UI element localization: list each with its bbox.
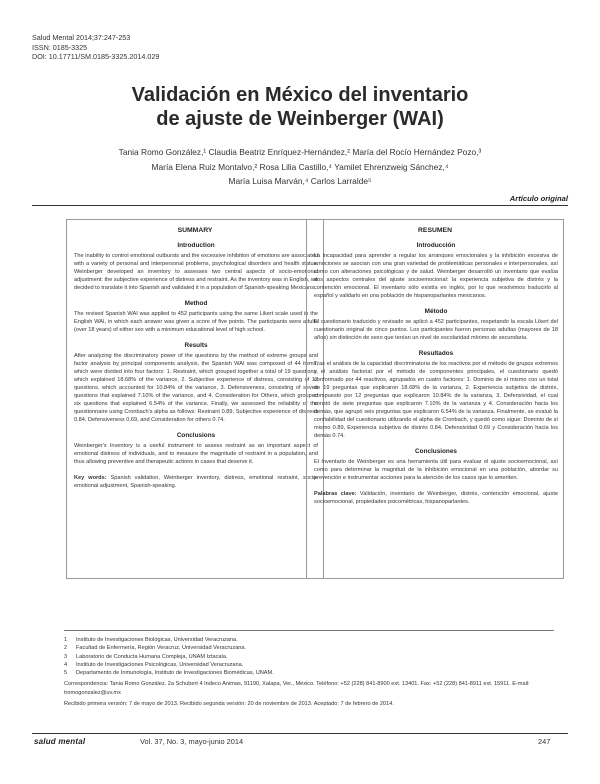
- resumen-keywords-text: Validación, inventario de Weinberger, distrés, contención emocional, ajuste socioemocional, propiedades psicométricas, hispanoparlantes.: [314, 491, 558, 505]
- resumen-method-heading: Método: [424, 308, 448, 315]
- footnote-text: Departamento de Inmunología, Instituto de Investigaciones Biomédicas, UNAM.: [76, 670, 274, 677]
- footnote-number: 1: [64, 637, 68, 643]
- summary-conclusions-heading: Conclusions: [176, 432, 216, 439]
- summary-method-heading: Method: [184, 300, 208, 307]
- resumen-method-text: El cuestionario traducido y revisado se aplicó a 452 participantes, respetando la escala Likert del cuestionario original de cinco puntos. Los participantes fueron personas adultas (mayores de 18 años) sin distinción de sexo que tenían un nivel de escolaridad mínimo de secundaria.: [314, 319, 558, 341]
- resumen-keywords-label: Palabras clave:: [314, 491, 357, 497]
- authors-line-2: María Elena Ruiz Montalvo,² Rosa Lilia Castillo,⁴ Yamilet Ehrenzweig Sánchez,⁴: [151, 161, 449, 172]
- footnote-number: 3: [64, 653, 68, 660]
- summary-results-heading: Results: [184, 342, 208, 349]
- resumen-keywords: [314, 490, 558, 506]
- citation-text: Salud Mental 2014;37:247-253: [32, 33, 131, 42]
- footnote-number: 4: [64, 661, 68, 668]
- summary-title: SUMMARY: [177, 227, 213, 234]
- resumen-intro-text: La incapacidad para aprender a regular los arranques emocionales y la inhibición excesiva de emociones se asocian con una gran variedad de problemáticas personales e interpersonales, así como con alteraciones psicológicas y de salud. Weinberger desarrolló un inventario que evalúa dos aspectos centrales del ajuste socioemocional: la experiencia subjetiva de distrés y la contención emocional. El inventario sólo existía en inglés, por lo que resolvimos traducirlo al español y validarlo en una población de hispanoparlantes mexicanos.: [314, 253, 558, 299]
- summary-keywords-label: Key words:: [74, 475, 107, 481]
- summary-conclusions-text: Weinberger's Inventory is a useful instrument to assess restraint as an important aspect of emotional distress of individuals, and to measure the magnitude of restraint in a population, and thus allowing preventive and therapeutic actions in cases that deserve it.: [74, 443, 318, 465]
- title-line-1: Validación en México del inventario: [131, 84, 469, 106]
- page-number: 247: [538, 737, 551, 746]
- received-dates-text: Recibido primera versión: 7 de mayo de 2013. Recibido segunda versión: 20 de noviembre de 2013. Aceptado: 7 de febrero de 2014.: [64, 701, 394, 708]
- authors-line-3: María Luisa Marván,⁴ Carlos Larralde⁵: [228, 176, 372, 186]
- correspondence-text: Correspondencia: Tania Romo González. 2a Schubert 4 Indeco Animas, 91190, Xalapa, Ver., México. Teléfono: +52 (228) 841-8900 ext. 13401. Fax: +52 (228) 841-8911 ext. 15911. E-mail: tromogonzalez@uv.mx: [64, 681, 530, 696]
- footnote-number: 5: [64, 670, 68, 677]
- resumen-intro-heading: Introducción: [416, 242, 456, 249]
- summary-method-text: The revised Spanish WAI was applied to 452 participants using the same Likert scale used in the English WAI, in which each answer was given a score of five points. The participants were adults (over 18 years) of either sex with a minimum educational level of high school.: [74, 311, 318, 333]
- article-type-label: Artículo original: [509, 194, 568, 203]
- resumen-column: [314, 234, 558, 506]
- footnote-text: Facultad de Enfermería, Región Veracruz, Universidad Veracruzana.: [76, 645, 247, 652]
- resumen-conclusions-text: El Inventario de Weinberger es una herramienta útil para evaluar el ajuste socioemocional, así como para determinar la magnitud de la inhibición emocional en una población, abordar su prevención e instrumentar acciones para la atención de los casos que lo ameriten.: [314, 459, 558, 481]
- footnote-text: Laboratorio de Conducta Humana Compleja, UNAM Iztacala.: [76, 653, 228, 660]
- article-title: [0, 83, 600, 131]
- resumen-conclusions-heading: Conclusiones: [415, 448, 457, 455]
- resumen-title: RESUMEN: [418, 227, 452, 234]
- volume-info: Vol. 37, No. 3, mayo-junio 2014: [140, 737, 244, 746]
- summary-box: [66, 219, 324, 579]
- summary-keywords-text: Spanish validation, Weinberger inventory, distress, emotional restraint, socio-emotional adjustment, Spanish-speaking.: [74, 475, 319, 489]
- footnote-item: [64, 661, 554, 669]
- title-line-2: de ajuste de Weinberger (WAI): [156, 108, 444, 130]
- footnote-item: [64, 653, 554, 661]
- resumen-results-text: Tras el análisis de la capacidad discriminatoria de los reactivos por el método de grupos extremos y el análisis factorial por el método de componentes principales, el cuestionario quedó conformado por 44 reactivos, agrupados en cuatro factores: 1. Dominio de sí mismo con un total de 19 preguntas que explicaron 18.68% de la varianza, 2. Experiencia subjetiva de distrés, compuesto por 12 preguntas que explicaron 10.84% de la varianza, 3. Defensividad, el cual constó de siete preguntas que explicaron 7.10% de la varianza y 4. Consideración hacia los demás, que agrupó seis preguntas que explicaron 6.54% de la varianza. Finalmente, se evaluó la confiabilidad del cuestionario utilizando el alpha de Cronbach, y quedó como sigue: Dominio de sí mismo 0.89, Experiencia subjetiva de distrés 0.84, Defensividad 0.69 y Consideración hacia los demás 0.74.: [314, 361, 558, 439]
- summary-column: [74, 234, 318, 490]
- summary-intro-text: The inability to control emotional outbursts and the excessive inhibition of emotions are associated with a variety of personal and interpersonal problems, psychological disorders and health status. Weinberger developed an inventory to assesses two central aspects of socio-emotional adjustment: the subjective experience of distress and restraint. As the inventory was in English, we decided to translate it into Spanish and validated it in a population of Spanish-speaking Mexicans.: [74, 253, 318, 291]
- footnote-item: [64, 644, 554, 652]
- footnotes-block: [64, 636, 554, 708]
- author-list: [40, 145, 560, 189]
- footnote-divider: [64, 630, 554, 631]
- resumen-results-heading: Resultados: [418, 350, 454, 357]
- footer-divider: [32, 733, 568, 734]
- summary-results-text: After analyzing the discriminatory power of the questions by the method of extreme groups and factor analysis by principal components analysis, the Spanish WAI was composed of 44 items, which were divided into four factors: 1. Restraint, which grouped together a total of 19 questions, which explained 18.68% of the variance, 2. Subjective experience of distress, consisting of 12 questions, which accounted for 10.84% of the variance, 3. Defensiveness, consisting of seven questions that explained 7.10% of the variance, and 4. Consideration for Others, which grouped six questions that explained 6.54% of the variance. Finally, we assessed the reliability of the questionnaire using Cronbach's alpha as follows: Restraint 0.89, Subjective experience of distress 0.84, Defensiveness 0.69, and Consideration for others 0.74.: [74, 353, 318, 423]
- resumen-box: [306, 219, 564, 579]
- journal-header-block: [32, 33, 159, 62]
- authors-line-1: Tania Romo González,¹ Claudia Beatriz Enríquez-Hernández,² María del Rocío Hernández Pozo,³: [118, 147, 482, 157]
- journal-name: salud mental: [34, 737, 86, 746]
- footnote-text: Instituto de Investigaciones Biológicas, Universidad Veracruzana.: [76, 637, 238, 643]
- footnote-text: Instituto de Investigaciones Psicológicas, Universidad Veracruzana.: [76, 661, 244, 668]
- footnote-item: [64, 669, 554, 677]
- header-divider: [32, 205, 568, 206]
- summary-intro-heading: Introduction: [177, 242, 215, 249]
- footnote-item: [64, 636, 554, 644]
- footnote-number: 2: [64, 645, 68, 652]
- summary-keywords: [74, 474, 318, 490]
- doi-text: DOI: 10.17711/SM.0185-3325.2014.029: [32, 52, 160, 62]
- issn-text: ISSN: 0185-3325: [32, 42, 88, 52]
